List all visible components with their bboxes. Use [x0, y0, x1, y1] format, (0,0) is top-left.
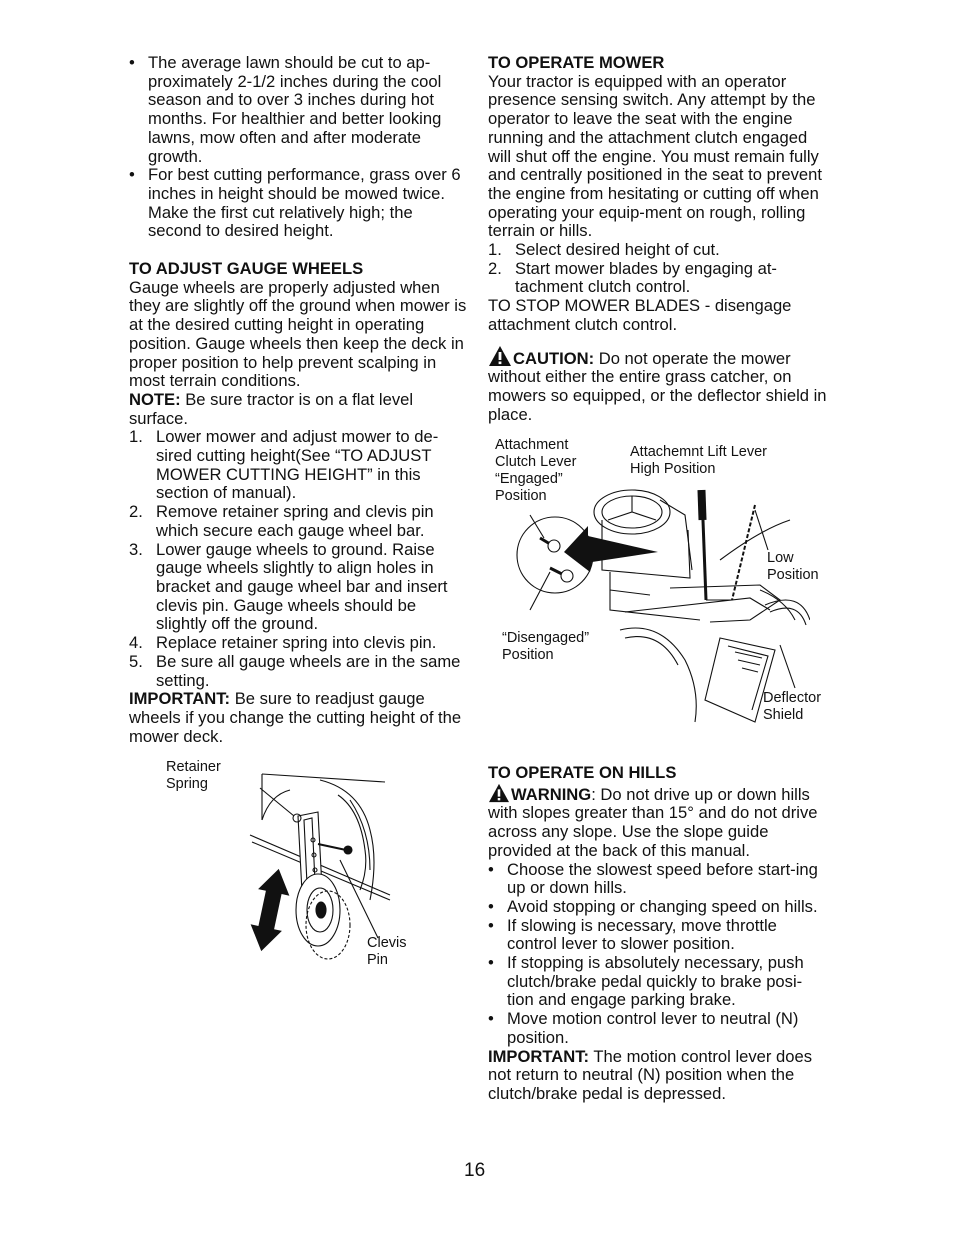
list-item: [129, 503, 469, 540]
step-number: 3.: [129, 539, 143, 559]
warning-triangle-icon: [488, 783, 510, 803]
important-paragraph: [129, 690, 469, 746]
important-text: The motion control lever does not return to neutral (N) position when the clutch/brake pedal is depressed.: [488, 1046, 812, 1103]
step-text: Lower mower and adjust mower to de-sired cutting height(See “TO ADJUST MOWER CUTTING HEIGHT” in this section of manual).: [156, 427, 439, 503]
low-position-label: Low Position: [767, 550, 819, 583]
list-item: [129, 653, 469, 690]
step-number: 2.: [129, 502, 143, 522]
caution-paragraph: [488, 345, 828, 425]
step-text: Be sure all gauge wheels are in the same setting.: [156, 651, 461, 690]
list-item: • Choose the slowest speed before start-ing up or down hills.: [488, 861, 828, 898]
note-paragraph: [129, 391, 469, 428]
list-item: • The average lawn should be cut to ap-proximately 2-1/2 inches during the cool season and to over 3 inches during hot months. For healthier and better looking lawns, mow often and after moderate growth.: [129, 54, 469, 166]
list-item: • If stopping is absolutely necessary, push clutch/brake pedal quickly to brake posi-tion and engage parking brake.: [488, 954, 828, 1010]
gauge-steps-list: [129, 428, 469, 690]
right-column: [488, 54, 828, 424]
gauge-wheel-illustration: [200, 760, 400, 960]
clevis-pin-label: Clevis Pin: [367, 935, 407, 968]
list-item: [129, 634, 469, 653]
lift-lever-high-label: Attachemnt Lift Lever High Position: [630, 444, 768, 477]
important-label: IMPORTANT:: [488, 1046, 590, 1066]
list-item: • Move motion control lever to neutral (N) position.: [488, 1010, 828, 1047]
step-text: Replace retainer spring into clevis pin.: [156, 633, 437, 653]
note-label: NOTE:: [129, 389, 181, 409]
step-number: 1.: [488, 240, 502, 260]
list-item: • If slowing is necessary, move throttle control lever to slower position.: [488, 917, 828, 954]
caution-text: Do not operate the mower without either the entire grass catcher, on mowers so equipped, or the deflector shield in place.: [488, 348, 827, 424]
operate-steps-list: [488, 241, 828, 297]
step-text: Start mower blades by engaging at-tachment clutch control.: [515, 258, 777, 297]
deflector-shield-label: Deflector Shield: [763, 690, 822, 723]
list-item: • Avoid stopping or changing speed on hills.: [488, 898, 828, 917]
list-item: [129, 541, 469, 635]
gauge-wheels-text: Gauge wheels are properly adjusted when they are slightly off the ground when mower is at the desired cutting height in operating position. Gauge wheels then keep the deck in proper position to help prevent scalping in most terrain conditions.: [129, 277, 467, 391]
step-text: Select desired height of cut.: [515, 240, 720, 260]
important-paragraph: [488, 1048, 828, 1104]
step-text: Remove retainer spring and clevis pin which secure each gauge wheel bar.: [156, 502, 434, 540]
hills-heading: TO OPERATE ON HILLS: [488, 763, 677, 782]
hills-list: [488, 861, 828, 1048]
step-number: 5.: [129, 651, 143, 671]
important-text: Be sure to readjust gauge wheels if you change the cutting height of the mower deck.: [129, 689, 462, 746]
disengaged-position-label: “Disengaged” Position: [502, 630, 590, 663]
stop-blades-text: TO STOP MOWER BLADES - disengage attachment clutch control.: [488, 296, 792, 334]
step-number: 4.: [129, 633, 143, 653]
step-number: 1.: [129, 427, 143, 447]
warning-paragraph: [488, 783, 828, 861]
warning-triangle-icon: [488, 345, 512, 367]
important-label: IMPORTANT:: [129, 689, 231, 709]
gauge-wheels-heading: TO ADJUST GAUGE WHEELS: [129, 259, 364, 279]
step-number: 2.: [488, 258, 502, 278]
retainer-spring-label: Retainer Spring: [166, 759, 221, 792]
list-item: [129, 428, 469, 503]
page-number: 16: [464, 1160, 486, 1181]
step-text: Lower gauge wheels to ground. Raise gauge wheels slightly to align holes in bracket and gauge wheel bar and insert clevis pin. Gauge wheels should be slightly off the ground.: [156, 539, 448, 634]
list-item: [488, 260, 828, 297]
warning-text: : Do not drive up or down hills with slopes greater than 15° and do not drive across any slope. Use the slope guide provided at the back of this manual.: [488, 784, 818, 860]
operate-mower-paragraph: Your tractor is equipped with an operator presence sensing switch. Any attempt by the operator to leave the seat with the engine running and the attachment clutch engaged will shut off the engine. You must remain fully and centrally positioned in the seat to prevent the engine from hesitating or cutting off when operating your equip-ment on rough, rolling terrain or hills.: [488, 71, 822, 241]
mowing-tips-list: [129, 54, 469, 241]
note-text: Be sure tractor is on a flat level surface.: [129, 389, 414, 428]
warning-label: WARNING: [511, 784, 592, 804]
left-column: [129, 54, 469, 746]
tractor-lever-illustration: [510, 460, 810, 725]
operate-mower-heading: TO OPERATE MOWER: [488, 53, 665, 72]
list-item: • For best cutting performance, grass over 6 inches in height should be mowed twice. Make the first cut relatively high; the second to desired height.: [129, 166, 469, 241]
list-item: [488, 241, 828, 260]
gauge-wheels-paragraph: [129, 279, 469, 391]
hills-section: [488, 764, 828, 1104]
caution-label: CAUTION:: [513, 348, 595, 368]
engaged-position-label: Attachment Clutch Lever “Engaged” Position: [495, 437, 577, 504]
